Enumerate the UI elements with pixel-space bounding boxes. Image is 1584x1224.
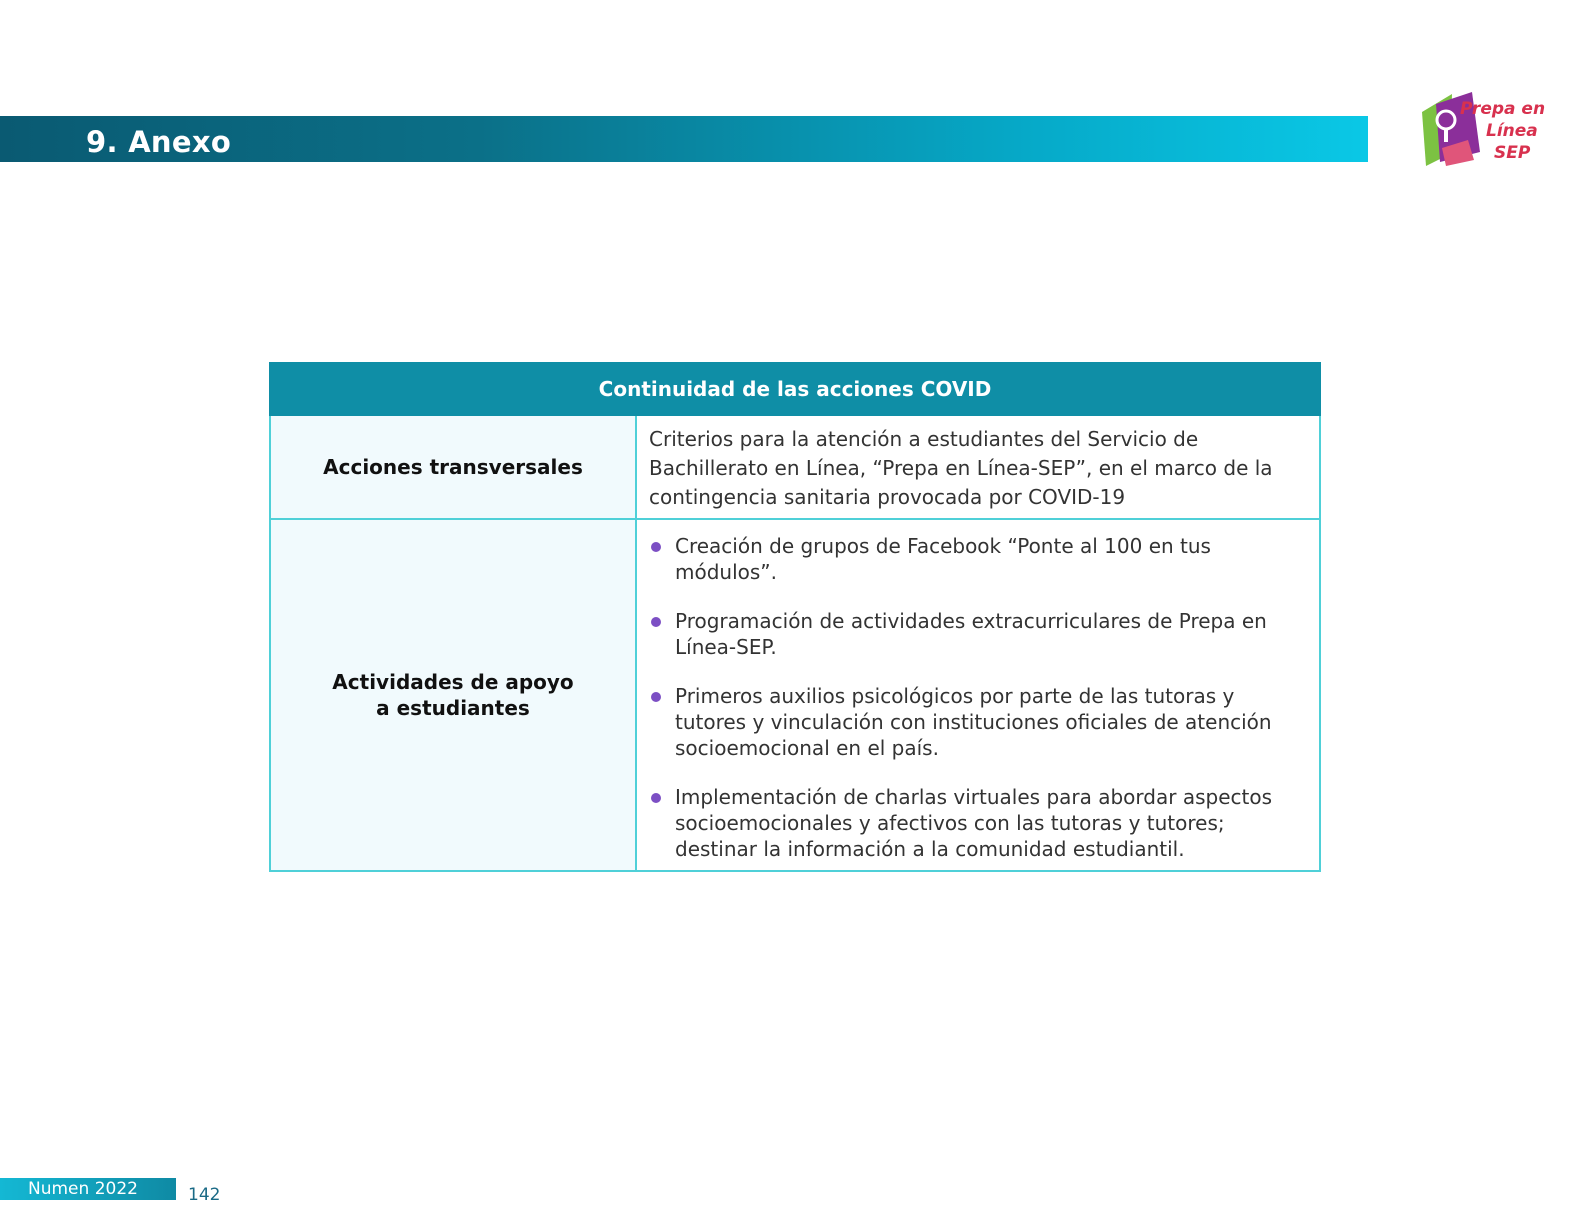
bullet-icon: [651, 617, 661, 627]
publication-name: Numen 2022: [28, 1179, 138, 1199]
logo-text-line1: Prepa en: [1460, 99, 1546, 119]
list-item: [649, 784, 1311, 862]
list-item: [649, 533, 1311, 585]
footer-band: [0, 1178, 176, 1200]
row-label-transversal-actions: Acciones transversales: [270, 415, 636, 519]
row-label-student-support: [270, 519, 636, 871]
covid-actions-table: [269, 362, 1319, 872]
prepa-en-linea-logo: [1422, 90, 1552, 172]
row-label-line1: Actividades de apoyo: [332, 670, 574, 694]
row-text-transversal-actions: Criterios para la atención a estudiantes del Servicio de Bachillerato en Línea, “Prepa en Línea-SEP”, en el marco de la contingencia sanitaria provocada por COVID-19: [636, 415, 1320, 519]
logo-text-line3: SEP: [1494, 143, 1531, 163]
row-bullets-student-support: [636, 519, 1320, 871]
list-item-text: Creación de grupos de Facebook “Ponte al 100 en tus módulos”.: [675, 533, 1211, 584]
list-item-text: Primeros auxilios psicológicos por parte de las tutoras y tutores y vinculación con instituciones oficiales de atención socioemocional en el país.: [675, 683, 1272, 760]
list-item: [649, 683, 1311, 761]
bullet-icon: [651, 793, 661, 803]
logo-text-line2: Línea: [1486, 121, 1538, 141]
row-label-line2: a estudiantes: [376, 696, 530, 720]
bullet-icon: [651, 542, 661, 552]
page-number: 142: [188, 1185, 221, 1205]
list-item-text: Programación de actividades extracurriculares de Prepa en Línea-SEP.: [675, 608, 1267, 659]
table-title: Continuidad de las acciones COVID: [270, 363, 1320, 415]
bullet-icon: [651, 692, 661, 702]
list-item-text: Implementación de charlas virtuales para abordar aspectos socioemocionales y afectivos con las tutoras y tutores; destinar la información a la comunidad estudiantil.: [675, 784, 1272, 861]
section-title: 9. Anexo: [86, 125, 232, 159]
table-row: [270, 519, 1320, 871]
section-header-band: [0, 116, 1368, 162]
table-row: [270, 415, 1320, 519]
list-item: [649, 608, 1311, 660]
support-activities-list: [637, 523, 1319, 868]
